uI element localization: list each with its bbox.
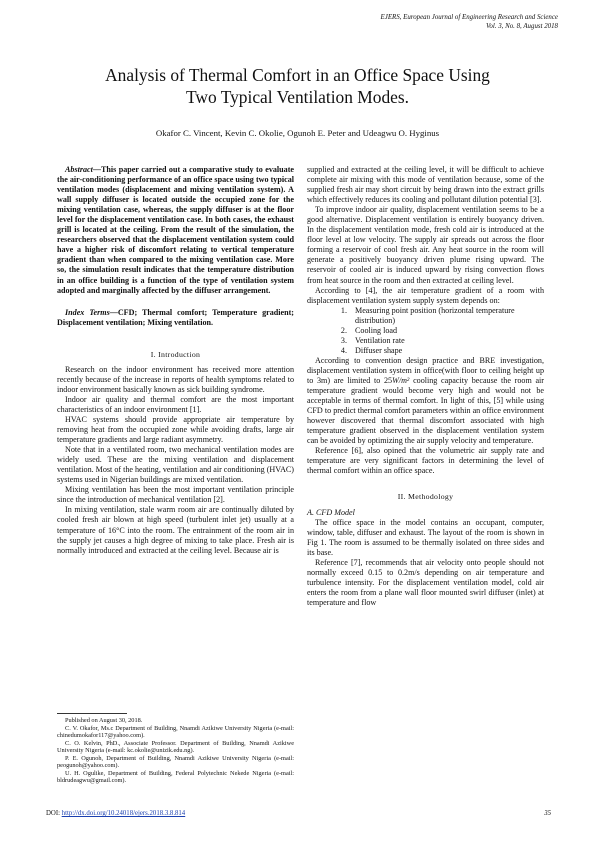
abstract-label: Abstract	[65, 165, 93, 174]
intro-paragraph: Note that in a ventilated room, two mechanical ventilation modes are widely used. These are the mixing ventilation and displacement ventilation. Most of the heating, ventilation and air conditioning (HVAC) systems used in Nigerian buildings are mixed ventilation.	[57, 445, 295, 485]
dependency-list	[307, 306, 544, 356]
section-heading-methodology: II. Methodology	[397, 492, 454, 502]
abstract-text: —This paper carried out a comparative study to evaluate the air-conditioning performance of an office space using two typical ventilation modes (displacement and mixing ventilation system). A wall supply diffuser is located outside the occupied zone for the mixing ventilation case, whereas, the supply diffuser is at the floor level for the displacement ventilation case. In both cases, the exhaust grill is located at the ceiling. From the result of the simulation, the researchers observed that the displacement ventilation system could have a higher risk of discomfort relating to vertical temperature gradient than when compared to the mixing ventilation case. More so, the simulation result indicates that the temperature distribution in an office building is a function of the type of ventilation system adopted and marginally affected by the diffuser arrangement.	[57, 165, 294, 295]
body-paragraph	[307, 356, 544, 446]
body-paragraph: According to [4], the air temperature gradient of a room with displacement ventilation system supply system depends on:	[307, 285, 544, 305]
cooling-capacity-unit: W/m²	[392, 375, 410, 385]
journal-volume: Vol. 3, No. 8, August 2018	[485, 23, 558, 30]
footnote: U. H. Ogulike, Department of Building, Federal Polytechnic Nekede Nigeria (e-mail: bldrudeagwu@gmail.com).	[57, 769, 294, 784]
footnote: Published on August 30, 2018.	[65, 717, 143, 724]
paper-title	[40, 64, 555, 108]
page-number: 35	[544, 810, 551, 817]
index-terms-text: —CFD; Thermal comfort; Temperature gradient; Displacement ventilation; Mixing ventilation.	[57, 307, 294, 327]
body-paragraph: The office space in the model contains an occupant, computer, window, table, diffuser and exhaust. The layout of the room is shown in Fig 1. The room is assumed to be thermally isolated on three sides and its base.	[307, 517, 544, 557]
right-column	[307, 165, 544, 608]
subsection-heading-cfd-model: A. CFD Model	[307, 507, 355, 517]
author-list: Okafor C. Vincent, Kevin C. Okolie, Ogunoh E. Peter and Udeagwu O. Hyginus	[155, 128, 440, 138]
intro-paragraph: Mixing ventilation has been the most important ventilation principle since the introduction of mechanical ventilation [2].	[57, 485, 294, 505]
title-line-1: Analysis of Thermal Comfort in an Office Space Using	[105, 65, 490, 85]
abstract	[57, 165, 294, 296]
bre-text-before: According to convention design practice and BRE investigation, displacement ventilation system in office(with floor to ceiling height up to 3m) are limited to 25	[307, 355, 544, 385]
list-item: 4. Diffuser shape	[349, 346, 544, 356]
footnote-separator	[57, 713, 127, 714]
journal-name: EJERS, European Journal of Engineering Research and Science	[380, 14, 558, 21]
list-item: 1. Measuring point position (horizontal temperature distribution)	[349, 306, 544, 326]
doi-label: DOI:	[46, 810, 62, 817]
section-heading-introduction: I. Introduction	[150, 349, 201, 359]
journal-header	[381, 13, 558, 31]
footnote: C. V. Okafor, Ms.c Department of Building, Nnamdi Azikiwe University Nigeria (e-mail: chinedumokafor117@yahoo.com).	[57, 724, 294, 739]
intro-paragraph: In mixing ventilation, stale warm room air are continually diluted by cooled fresh air blown at high speed (turbulent inlet jet) usually at a temperature of 16°C into the room. The entrainment of the room air in the supply jet causes a high degree of mixing to take place. Fresh air is normally introduced and extracted at the ceiling level. Because air is	[57, 505, 294, 555]
index-terms	[57, 308, 294, 328]
body-paragraph: To improve indoor air quality, displacement ventilation seems to be a good alternative. Displacement ventilation is entirely buoyancy driven. In the displacement ventilation mode, fresh cold air is introduced at the floor level at low velocity. The supply air spreads out across the floor forming a reservoir of cool fresh air. Any heat source in the room will generate a positively buoyancy driven plume rising upward. The reservoir of cooled air is induced upward by rising convection flows from heat source in the room and then extracted at ceiling level.	[307, 205, 544, 285]
intro-paragraph: Indoor air quality and thermal comfort are the most important characteristics of an indoor environment [1].	[57, 394, 294, 414]
body-paragraph: Reference [7], recommends that air velocity onto people should not normally exceed 0.15 to 0.2m/s depending on air temperature and turbulence intensity. For the displacement ventilation model, cold air enters the room from a plane wall floor mounted swirl diffuser (inlet) at temperature and flow	[307, 557, 544, 607]
footnote: P. E. Ogunoh, Department of Building, Nnamdi Azikiwe University Nigeria (e-mail: peogunoh@yahoo.com).	[57, 754, 294, 769]
bre-text-after: cooling capacity because the room air temperature gradient would become very high and would not be acceptable in terms of thermal comfort. In light of this, [5] while using CFD to predict thermal comfort parameters within an office environment however discovered that thermal discomfort associated with high temperature gradient observed in the displacement ventilation system can be avoided by optimizing the air supply velocity and temperature.	[307, 375, 544, 446]
doi-link[interactable]: http://dx.doi.org/10.24018/ejers.2018.3.8.814	[61, 810, 186, 817]
body-paragraph: supplied and extracted at the ceiling level, it will be difficult to achieve complete air mixing with this mode of ventilation because, some of the supplied fresh air may short circuit by being drawn into the extract grills which effectively reduces its cooling and pollutant dilution potential [3].	[307, 165, 544, 205]
title-line-2: Two Typical Ventilation Modes.	[186, 87, 409, 107]
body-paragraph: Reference [6], also opined that the volumetric air supply rate and temperature are very significant factors in determining the level of thermal comfort within an office space.	[307, 446, 544, 476]
footnotes	[57, 717, 294, 785]
intro-paragraph: HVAC systems should provide appropriate air temperature by removing heat from the occupied zone while avoiding drafts, large air temperature gradients and large radiant asymmetry.	[57, 414, 294, 445]
footnote: C. O. Kelvin, PhD., Associate Professor. Department of Building, Nnamdi Azikiwe University Nigeria (e-mail: kc.okolie@unizik.edu.ng).	[57, 739, 294, 754]
list-item: 3. Ventilation rate	[349, 336, 544, 346]
intro-paragraph: Research on the indoor environment has received more attention recently because of the increase in reports of health symptoms related to indoor environment basically known as sick building syndrome.	[57, 364, 294, 394]
left-column	[57, 165, 294, 556]
list-item: 2. Cooling load	[349, 326, 544, 336]
footer-doi	[46, 810, 185, 817]
index-terms-label: Index Terms	[65, 307, 110, 317]
